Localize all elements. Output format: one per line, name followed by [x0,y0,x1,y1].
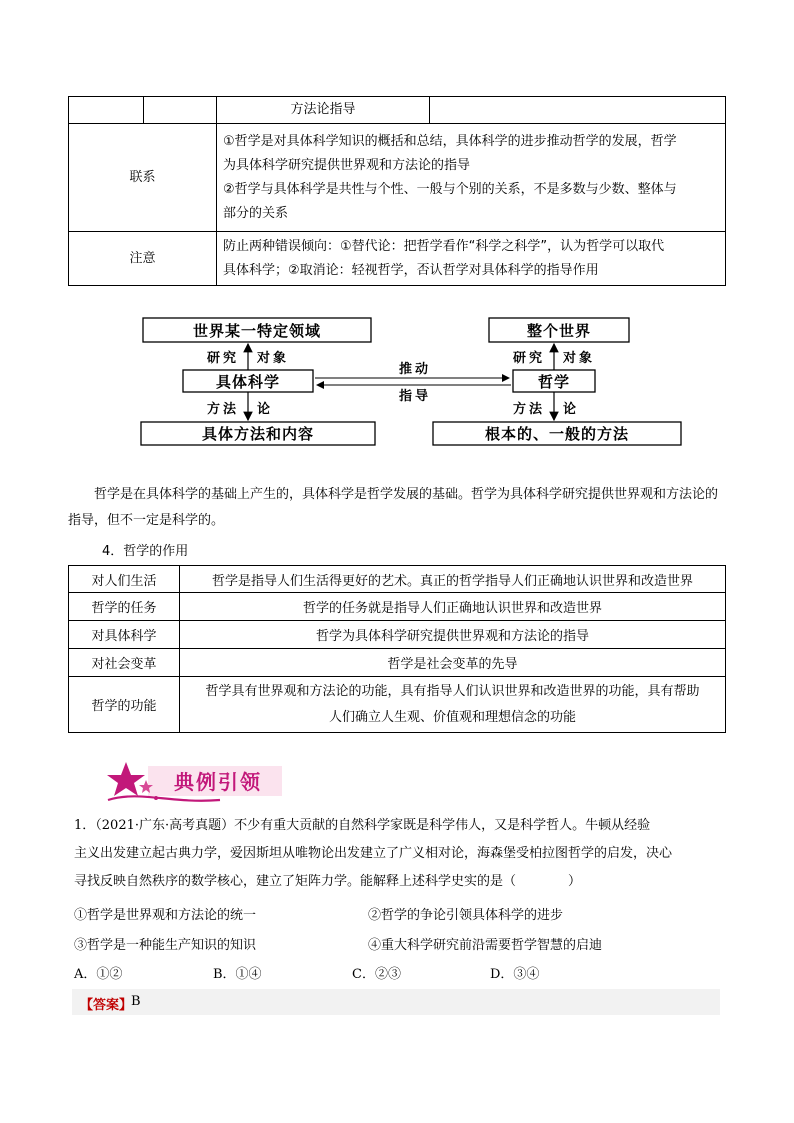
box-left-top-text: 世界某一特定领域 [192,322,322,340]
dot-icon [154,796,158,800]
box-right-mid-text: 哲学 [537,373,571,391]
row-label: 联系 [69,124,217,232]
row-label: 对社会变革 [69,649,180,677]
answer-value: B [131,994,141,1009]
summary-paragraph: 哲学是在具体科学的基础上产生的，具体科学是哲学发展的基础。哲学为具体科学研究提供世界观和方法论的指导，但不一定是科学的。 [68,487,719,528]
label-object: 对象 [257,351,290,366]
label-method: 方法 [206,402,239,417]
content-line: 哲学具有世界观和方法论的功能，具有指导人们认识世界和改造世界的功能，具有帮助 [205,683,700,699]
label-promote: 推动 [398,362,432,377]
banner-title: 典例引领 [174,770,262,794]
option-b[interactable]: B．①④ [213,967,262,982]
question-line: 寻找反映自然秩序的数学核心，建立了矩阵力学。能解释上述科学史实的是（ ） [74,874,582,889]
content-line: 防止两种错误倾向：①替代论：把哲学看作“科学之科学”，认为哲学可以取代 [223,238,665,254]
star-icon [107,762,145,796]
label-method: 方法 [512,402,545,417]
relation-table [68,96,726,286]
row-label: 哲学的任务 [69,593,180,621]
statement-4: ④重大科学研究前沿需要哲学智慧的启迪 [368,938,603,953]
label-research: 研究 [512,351,545,366]
label-methodology: 论 [563,402,580,417]
section-title: 4．哲学的作用 [102,544,189,559]
banner-swoosh [108,796,220,800]
label-methodology: 论 [257,402,274,417]
row-content [180,677,726,733]
empty-cell [430,97,726,124]
option-d[interactable]: D．③④ [490,967,540,982]
box-left-bottom-text: 具体方法和内容 [201,425,315,443]
statement-3: ③哲学是一种能生产知识的知识 [74,938,257,953]
question-text [74,812,724,896]
label-guide: 指导 [398,389,432,404]
empty-cell [69,97,144,124]
row-content: 哲学为具体科学研究提供世界观和方法论的指导 [180,621,726,649]
content-line: 为具体科学研究提供世界观和方法论的指导 [223,157,471,173]
question-line: 主义出发建立起古典力学，爱因斯坦从唯物论出发建立了广义相对论，海森堡受柏拉图哲学的启发，决心 [74,846,673,861]
answer-label: 【答案】 [80,998,133,1013]
statement-2: ②哲学的争论引领具体科学的进步 [368,908,564,923]
content-line: 部分的关系 [223,205,289,221]
label-research: 研究 [206,351,239,366]
row-content: 哲学是指导人们生活得更好的艺术。真正的哲学指导人们正确地认识世界和改造世界 [180,566,726,593]
row-label: 对具体科学 [69,621,180,649]
box-left-mid-text: 具体科学 [215,373,281,391]
row-content: 哲学是社会变革的先导 [180,649,726,677]
row-content [217,124,726,232]
row-label: 对人们生活 [69,566,180,593]
content-line: ①哲学是对具体科学知识的概括和总结，具体科学的进步推动哲学的发展，哲学 [223,133,677,149]
box-right-top-text: 整个世界 [526,322,592,340]
question-line: 1．（2021·广东·高考真题）不少有重大贡献的自然科学家既是科学伟人，又是科学哲人。牛顿从经验 [74,818,651,833]
header-cell: 方法论指导 [217,97,430,124]
empty-cell [144,97,217,124]
row-label: 注意 [69,232,217,286]
label-object: 对象 [563,351,596,366]
science-philosophy-diagram [135,312,695,452]
content-line: 具体科学；②取消论：轻视哲学，否认哲学对具体科学的指导作用 [223,262,599,278]
content-line: 人们确立人生观、价值观和理想信念的功能 [328,709,576,725]
answer-bar [72,989,720,1015]
box-right-bottom-text: 根本的、一般的方法 [484,425,630,443]
row-content: 哲学的任务就是指导人们正确地认识世界和改造世界 [180,593,726,621]
content-line: ②哲学与具体科学是共性与个性、一般与个别的关系，不是多数与少数、整体与 [223,181,677,197]
option-c[interactable]: C．②③ [352,967,401,982]
function-table [68,565,726,733]
option-a[interactable]: A．①② [74,967,123,982]
statement-1: ①哲学是世界观和方法论的统一 [74,908,257,923]
row-content [217,232,726,286]
row-label: 哲学的功能 [69,677,180,733]
section-banner [100,760,290,806]
